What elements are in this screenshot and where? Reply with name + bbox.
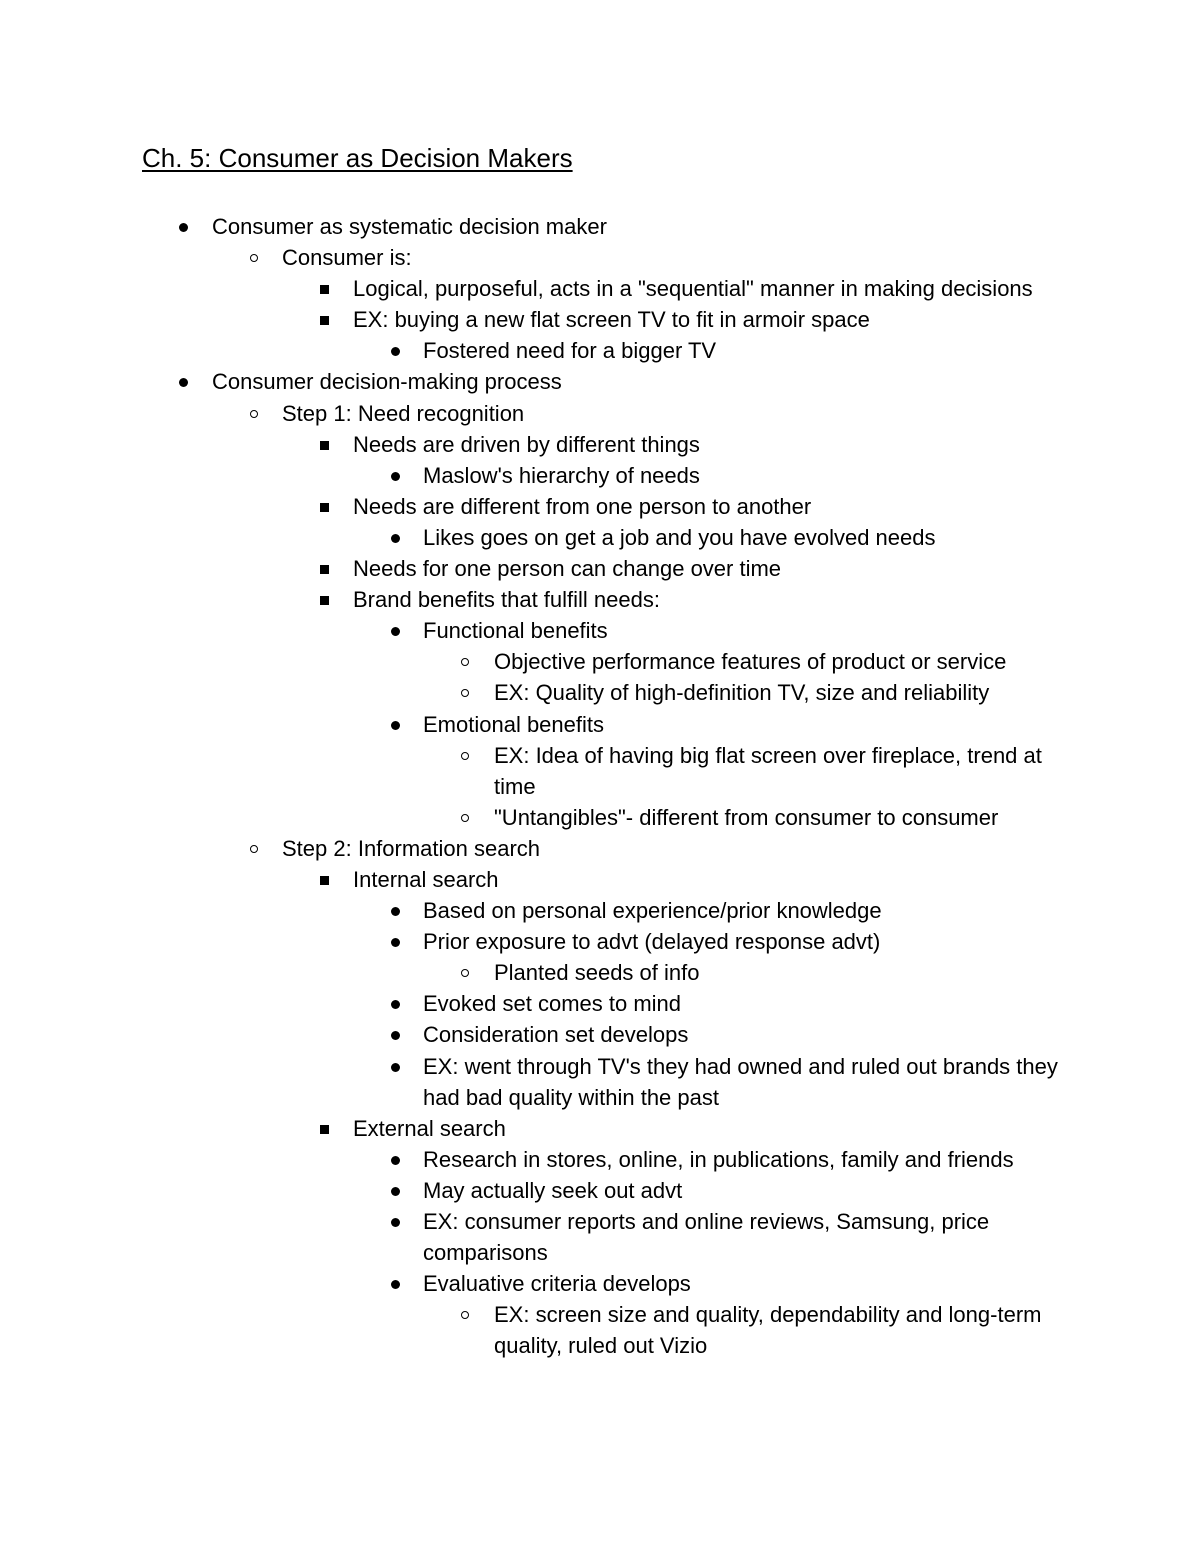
bullet-disc-icon — [391, 1000, 400, 1009]
outline-item-text: Fostered need for a bigger TV — [423, 338, 717, 364]
outline-item-level-3 — [0, 429, 1200, 460]
outline-item-level-4 — [0, 1175, 1200, 1206]
outline-item-text: EX: consumer reports and online reviews, Samsung, price comparisons — [423, 1209, 990, 1266]
outline-item-level-4 — [0, 522, 1200, 553]
outline-item-text: EX: screen size and quality, dependability and long-term quality, ruled out Vizio — [494, 1302, 1042, 1359]
bullet-square-icon — [320, 1125, 329, 1134]
outline-item-text: Prior exposure to advt (delayed response advt) — [423, 929, 881, 955]
outline-item-level-1 — [0, 366, 1200, 397]
bullet-circle-icon — [461, 969, 469, 977]
outline-item-level-5 — [0, 677, 1200, 708]
bullet-disc-icon — [391, 721, 400, 730]
bullet-square-icon — [320, 503, 329, 512]
outline-item-level-1 — [0, 211, 1200, 242]
outline-item-text: EX: went through TV's they had owned and ruled out brands they had bad quality within the past — [423, 1053, 1058, 1110]
outline-item-text: EX: buying a new flat screen TV to fit in armoir space — [353, 307, 870, 333]
outline-item-text: "Untangibles"- different from consumer to consumer — [494, 804, 999, 830]
bullet-square-icon — [320, 285, 329, 294]
bullet-disc-icon — [391, 1187, 400, 1196]
outline-item-text: Needs are different from one person to another — [353, 493, 812, 519]
outline-item-level-5 — [0, 646, 1200, 677]
bullet-circle-icon — [461, 752, 469, 760]
outline-item-level-4 — [0, 926, 1200, 957]
outline-item-level-5 — [0, 957, 1200, 988]
bullet-disc-icon — [391, 907, 400, 916]
outline-item-level-5 — [0, 1299, 1200, 1361]
bullet-square-icon — [320, 596, 329, 605]
outline-item-level-3 — [0, 584, 1200, 615]
bullet-square-icon — [320, 316, 329, 325]
outline-item-level-2 — [0, 242, 1200, 273]
bullet-circle-icon — [461, 658, 469, 666]
bullet-circle-icon — [250, 254, 258, 262]
bullet-square-icon — [320, 565, 329, 574]
outline-item-level-3 — [0, 864, 1200, 895]
bullet-disc-icon — [179, 223, 188, 232]
outline-item-text: Based on personal experience/prior knowledge — [423, 898, 882, 924]
outline-item-level-3 — [0, 1113, 1200, 1144]
bullet-disc-icon — [391, 938, 400, 947]
bullet-disc-icon — [179, 378, 188, 387]
outline-item-text: Maslow's hierarchy of needs — [423, 462, 700, 488]
bullet-disc-icon — [391, 627, 400, 636]
outline-item-level-2 — [0, 833, 1200, 864]
bullet-disc-icon — [391, 1280, 400, 1289]
bullet-circle-icon — [461, 689, 469, 697]
outline-item-level-4 — [0, 709, 1200, 740]
outline-item-level-5 — [0, 802, 1200, 833]
outline-item-text: External search — [353, 1115, 506, 1141]
outline-item-text: Step 1: Need recognition — [282, 400, 525, 426]
bullet-square-icon — [320, 876, 329, 885]
outline-item-text: Objective performance features of product or service — [494, 649, 1007, 675]
outline-item-text: Evoked set comes to mind — [423, 991, 682, 1017]
outline-item-level-3 — [0, 553, 1200, 584]
outline-item-text: May actually seek out advt — [423, 1177, 683, 1203]
page-title: Ch. 5: Consumer as Decision Makers — [142, 143, 573, 173]
bullet-disc-icon — [391, 1031, 400, 1040]
outline-item-text: Planted seeds of info — [494, 960, 700, 986]
outline-item-text: Consumer is: — [282, 245, 412, 271]
bullet-disc-icon — [391, 1218, 400, 1227]
outline-item-level-3 — [0, 273, 1200, 304]
outline-item-level-3 — [0, 491, 1200, 522]
bullet-disc-icon — [391, 1156, 400, 1165]
bullet-circle-icon — [250, 410, 258, 418]
outline-item-level-4 — [0, 1019, 1200, 1050]
outline-item-text: Needs are driven by different things — [353, 431, 700, 457]
outline-item-text: Logical, purposeful, acts in a "sequential" manner in making decisions — [353, 276, 1033, 302]
bullet-disc-icon — [391, 347, 400, 356]
outline-item-level-4 — [0, 615, 1200, 646]
bullet-disc-icon — [391, 472, 400, 481]
outline-item-level-3 — [0, 304, 1200, 335]
outline-item-text: Likes goes on get a job and you have evolved needs — [423, 524, 936, 550]
outline-item-level-4 — [0, 1206, 1200, 1268]
outline-item-text: Internal search — [353, 866, 499, 892]
bullet-square-icon — [320, 441, 329, 450]
bullet-disc-icon — [391, 534, 400, 543]
outline-item-text: Brand benefits that fulfill needs: — [353, 587, 660, 613]
outline-item-text: Emotional benefits — [423, 711, 604, 737]
outline-item-text: Consumer decision-making process — [212, 369, 562, 395]
outline-item-level-2 — [0, 398, 1200, 429]
outline-item-level-4 — [0, 895, 1200, 926]
outline-item-text: Functional benefits — [423, 618, 608, 644]
outline-item-text: Research in stores, online, in publications, family and friends — [423, 1146, 1014, 1172]
outline-item-text: Step 2: Information search — [282, 835, 541, 861]
bullet-circle-icon — [461, 814, 469, 822]
bulleted-outline — [0, 211, 1200, 1361]
outline-item-level-4 — [0, 1051, 1200, 1113]
outline-item-text: Needs for one person can change over time — [353, 556, 782, 582]
bullet-disc-icon — [391, 1063, 400, 1072]
outline-item-text: Consumer as systematic decision maker — [212, 214, 607, 239]
outline-item-text: EX: Idea of having big flat screen over fireplace, trend at time — [494, 742, 1042, 799]
bullet-circle-icon — [250, 845, 258, 853]
outline-item-level-4 — [0, 988, 1200, 1019]
bullet-circle-icon — [461, 1311, 469, 1319]
outline-item-level-4 — [0, 1144, 1200, 1175]
outline-item-level-4 — [0, 335, 1200, 366]
outline-item-level-5 — [0, 740, 1200, 802]
outline-item-text: Consideration set develops — [423, 1022, 689, 1048]
outline-item-text: EX: Quality of high-definition TV, size and reliability — [494, 680, 990, 706]
outline-item-level-4 — [0, 460, 1200, 491]
outline-item-level-4 — [0, 1268, 1200, 1299]
outline-item-text: Evaluative criteria develops — [423, 1271, 691, 1297]
